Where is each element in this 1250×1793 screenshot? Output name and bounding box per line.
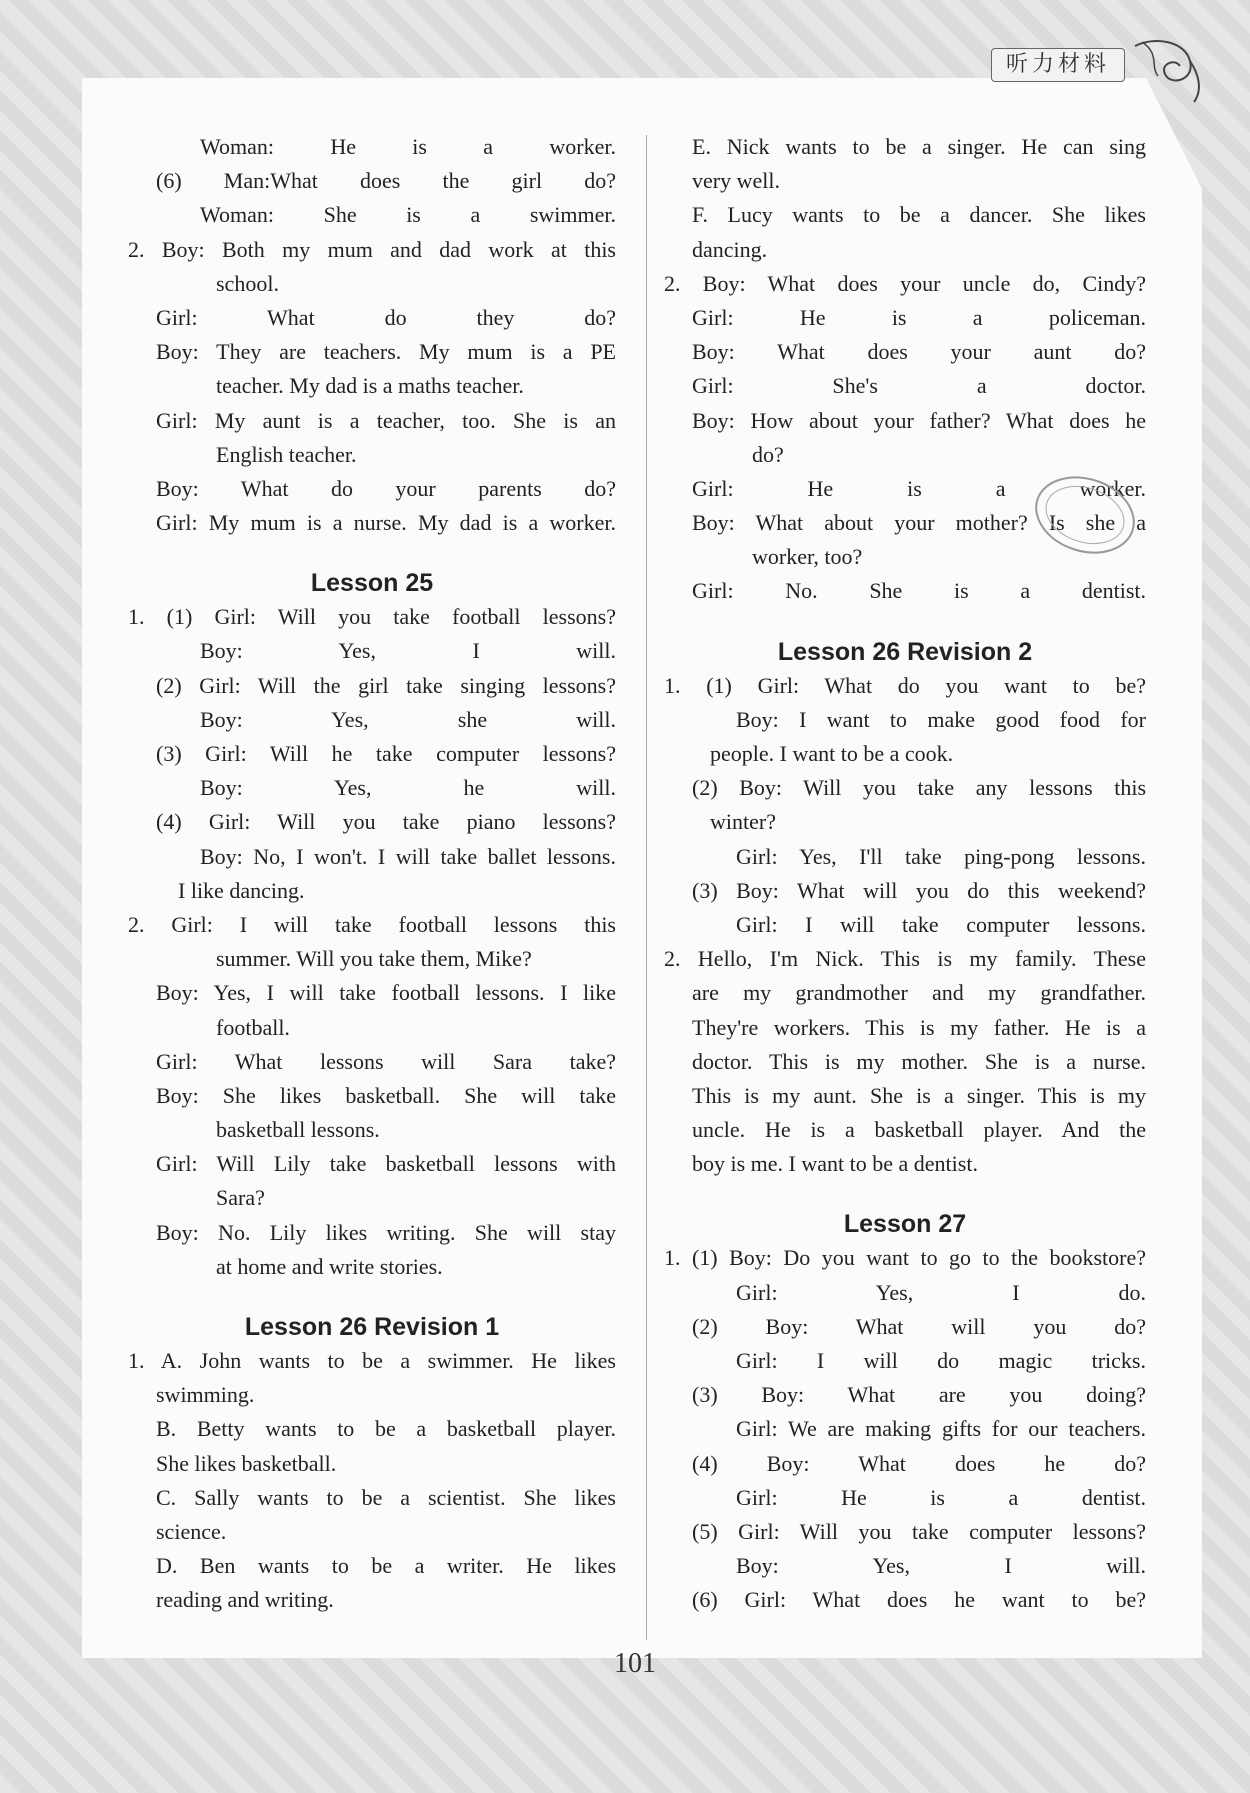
text-line: school.	[216, 270, 279, 296]
text-line: (2) Boy: Will you take any lessons this	[692, 775, 1146, 801]
column-divider	[646, 135, 647, 1640]
text-line: Boy: What does your aunt do?	[692, 339, 1146, 365]
text-line: swimming.	[156, 1382, 255, 1408]
text-line: Boy: I want to make good food for	[736, 706, 1146, 732]
text-line: 1. (1) Girl: What do you want to be?	[664, 672, 1146, 698]
text-line: Boy: Yes, he will.	[200, 775, 616, 801]
text-line: (4) Girl: Will you take piano lessons?	[156, 809, 616, 835]
text-line: 2. Girl: I will take football lessons this	[128, 911, 616, 937]
text-line: Boy: How about your father? What does he	[692, 407, 1146, 433]
text-line: F. Lucy wants to be a dancer. She likes	[692, 202, 1146, 228]
text-line: Girl: Yes, I do.	[736, 1279, 1146, 1305]
text-line: Boy: Yes, I will.	[200, 638, 616, 664]
text-line: Boy: No, I won't. I will take ballet lessons.	[200, 843, 616, 869]
text-line: winter?	[710, 809, 776, 835]
text-line: 2. Hello, I'm Nick. This is my family. These	[664, 946, 1146, 972]
text-line: Boy: What about your mother? Is she a	[692, 510, 1146, 536]
text-line: (3) Girl: Will he take computer lessons?	[156, 741, 616, 766]
text-line: basketball lessons.	[216, 1117, 380, 1143]
text-line: Boy: No. Lily likes writing. She will stay	[156, 1219, 616, 1245]
text-line: (5) Girl: Will you take computer lessons?	[692, 1518, 1146, 1544]
text-line: Sara?	[216, 1185, 265, 1211]
text-line: Girl: No. She is a dentist.	[692, 578, 1146, 604]
text-line: Girl: We are making gifts for our teachers.	[736, 1416, 1146, 1442]
text-line: They're workers. This is my father. He is a	[692, 1014, 1146, 1040]
text-line: Boy: Yes, I will.	[736, 1553, 1146, 1579]
text-line: English teacher.	[216, 441, 357, 467]
text-line: Girl: He is a policeman.	[692, 304, 1146, 330]
text-line: summer. Will you take them, Mike?	[216, 946, 532, 972]
text-line: Boy: What do your parents do?	[156, 475, 616, 501]
text-line: Girl: My aunt is a teacher, too. She is an	[156, 407, 616, 433]
lesson-heading: Lesson 26 Revision 1	[244, 1313, 500, 1341]
text-line: Girl: He is a worker.	[692, 475, 1146, 501]
right-column	[664, 130, 1146, 1618]
text-line: (2) Girl: Will the girl take singing lessons?	[156, 672, 616, 698]
text-line: worker, too?	[752, 544, 863, 570]
text-line: Girl: He is a dentist.	[736, 1484, 1146, 1510]
text-line: (3) Boy: What are you doing?	[692, 1382, 1146, 1408]
text-line: Girl: I will do magic tricks.	[736, 1348, 1146, 1373]
text-line: 2. Boy: What does your uncle do, Cindy?	[664, 270, 1146, 296]
text-line: (2) Boy: What will you do?	[692, 1313, 1146, 1339]
swirl-ornament-icon	[1130, 36, 1210, 106]
text-line: reading and writing.	[156, 1587, 334, 1613]
text-line: She likes basketball.	[156, 1450, 337, 1476]
text-line: 1. A. John wants to be a swimmer. He likes	[128, 1348, 616, 1373]
text-line: E. Nick wants to be a singer. He can sing	[692, 134, 1146, 159]
text-line: Boy: She likes basketball. She will take	[156, 1082, 616, 1108]
text-line: Girl: She's a doctor.	[692, 373, 1146, 399]
left-column	[128, 130, 616, 1618]
lesson-heading: Lesson 25	[310, 569, 434, 598]
text-line: C. Sally wants to be a scientist. She likes	[156, 1484, 616, 1510]
text-line: are my grandmother and my grandfather.	[692, 980, 1146, 1006]
text-line: Girl: What lessons will Sara take?	[156, 1048, 616, 1074]
text-line: boy is me. I want to be a dentist.	[692, 1151, 978, 1177]
text-line: Boy: Yes, she will.	[200, 706, 616, 732]
text-line: Woman: She is a swimmer.	[200, 202, 616, 228]
text-line: Woman: He is a worker.	[200, 134, 616, 159]
lesson-heading: Lesson 27	[843, 1210, 967, 1239]
text-line: 1. (1) Girl: Will you take football lessons?	[128, 604, 616, 630]
text-line: I like dancing.	[178, 877, 305, 903]
lesson-heading: Lesson 26 Revision 2	[777, 637, 1033, 666]
text-line: people. I want to be a cook.	[710, 741, 954, 766]
text-line: (4) Boy: What does he do?	[692, 1450, 1146, 1476]
watermark-stamp	[1030, 470, 1140, 560]
text-line: dancing.	[692, 236, 768, 262]
text-line: Girl: I will take computer lessons.	[736, 911, 1146, 937]
text-line: 1. (1) Boy: Do you want to go to the bookstore?	[664, 1245, 1146, 1271]
text-line: science.	[156, 1518, 227, 1544]
text-line: (3) Boy: What will you do this weekend?	[692, 877, 1146, 903]
text-line: 2. Boy: Both my mum and dad work at this	[128, 236, 616, 262]
text-line: Boy: They are teachers. My mum is a PE	[156, 339, 616, 365]
text-line: This is my aunt. She is a singer. This is my	[692, 1082, 1146, 1108]
text-line: do?	[752, 441, 784, 467]
section-title: 听力材料	[991, 48, 1125, 82]
text-line: uncle. He is a basketball player. And the	[692, 1117, 1146, 1143]
text-line: (6) Girl: What does he want to be?	[692, 1587, 1146, 1613]
text-line: Girl: What do they do?	[156, 304, 616, 330]
text-line: football.	[216, 1014, 290, 1040]
text-line: Girl: My mum is a nurse. My dad is a worker.	[156, 510, 616, 536]
text-line: at home and write stories.	[216, 1253, 443, 1279]
text-line: D. Ben wants to be a writer. He likes	[156, 1553, 616, 1579]
text-line: Girl: Yes, I'll take ping-pong lessons.	[736, 843, 1146, 869]
text-line: Girl: Will Lily take basketball lessons with	[156, 1151, 616, 1177]
text-line: teacher. My dad is a maths teacher.	[216, 373, 524, 399]
page-number: 101	[614, 1648, 656, 1679]
text-line: very well.	[692, 168, 780, 194]
text-line: Boy: Yes, I will take football lessons. I like	[156, 980, 616, 1006]
text-line: B. Betty wants to be a basketball player.	[156, 1416, 616, 1442]
text-line: doctor. This is my mother. She is a nurse.	[692, 1048, 1146, 1074]
text-line: (6) Man:What does the girl do?	[156, 168, 616, 194]
